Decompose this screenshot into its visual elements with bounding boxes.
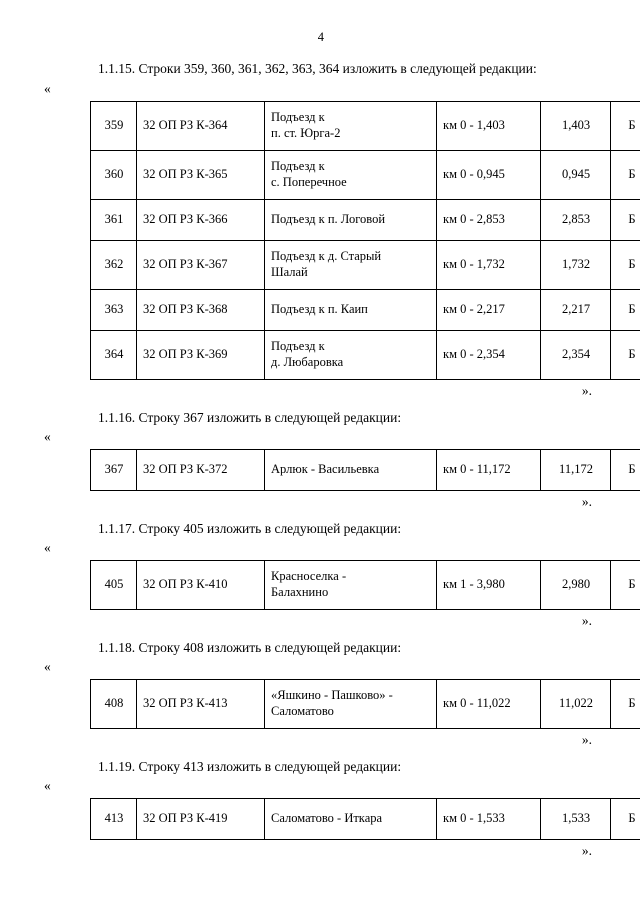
- cell-name-line1: Подъезд к д. Старый: [271, 249, 382, 264]
- cell-code: 32 ОП РЗ К-365: [137, 150, 265, 199]
- cell-name: [265, 240, 437, 289]
- cell-number: 363: [91, 289, 137, 330]
- cell-category: Б: [611, 560, 640, 609]
- cell-code: 32 ОП РЗ К-369: [137, 330, 265, 379]
- cell-category: Б: [611, 330, 640, 379]
- cell-km: км 0 - 0,945: [437, 150, 541, 199]
- section-heading-5: [42, 758, 600, 777]
- cell-category: Б: [611, 199, 640, 240]
- cell-km: км 0 - 1,403: [437, 101, 541, 150]
- cell-km: км 0 - 1,732: [437, 240, 541, 289]
- section-heading-1-text: 1.1.15. Строки 359, 360, 361, 362, 363, 364 изложить в следующей редакции:: [98, 61, 537, 76]
- section-heading-4-text: 1.1.18. Строку 408 изложить в следующей редакции:: [98, 640, 402, 656]
- table-row: [91, 199, 640, 240]
- cell-km: км 0 - 2,354: [437, 330, 541, 379]
- cell-number: 413: [91, 798, 137, 839]
- cell-length: 0,945: [541, 150, 611, 199]
- cell-km: км 0 - 2,853: [437, 199, 541, 240]
- cell-category: Б: [611, 449, 640, 490]
- cell-name-line1: Подъезд к: [271, 339, 325, 354]
- cell-name-line1: Подъезд к: [271, 159, 325, 174]
- cell-length: 1,732: [541, 240, 611, 289]
- cell-name-line1: «Яшкино - Пашково» -: [271, 688, 393, 703]
- cell-name-line1: Подъезд к: [271, 110, 325, 125]
- cell-km: км 1 - 3,980: [437, 560, 541, 609]
- cell-name: [265, 679, 437, 728]
- cell-number: 361: [91, 199, 137, 240]
- cell-category: Б: [611, 798, 640, 839]
- section-heading-2: [42, 409, 600, 428]
- cell-name: [265, 560, 437, 609]
- cell-name-line2: п. ст. Юрга-2: [271, 125, 341, 140]
- cell-length: 2,980: [541, 560, 611, 609]
- cell-km: км 0 - 11,172: [437, 449, 541, 490]
- cell-code: 32 ОП РЗ К-413: [137, 679, 265, 728]
- table-row: [91, 330, 640, 379]
- cell-length: 11,172: [541, 449, 611, 490]
- cell-name: Саломатово - Иткара: [265, 798, 437, 839]
- quote-open-5: «: [44, 778, 51, 794]
- table-row: [91, 240, 640, 289]
- quote-open-1: «: [44, 81, 51, 97]
- table-row: [91, 679, 640, 728]
- cell-name: Подъезд к п. Логовой: [265, 199, 437, 240]
- table-row: [91, 560, 640, 609]
- cell-name: [265, 150, 437, 199]
- cell-name-line2: Саломатово: [271, 703, 334, 718]
- table-row: [91, 101, 640, 150]
- cell-code: 32 ОП РЗ К-368: [137, 289, 265, 330]
- cell-length: 1,533: [541, 798, 611, 839]
- cell-length: 2,354: [541, 330, 611, 379]
- page-number: 4: [317, 30, 325, 44]
- cell-code: 32 ОП РЗ К-367: [137, 240, 265, 289]
- quote-open-2: «: [44, 429, 51, 445]
- cell-length: 1,403: [541, 101, 611, 150]
- quote-close-1: ».: [581, 382, 592, 398]
- quote-close-2: ».: [581, 493, 592, 509]
- quote-open-4: «: [44, 659, 51, 675]
- cell-km: км 0 - 11,022: [437, 679, 541, 728]
- section-heading-2-text: 1.1.16. Строку 367 изложить в следующей редакции:: [98, 410, 402, 426]
- cell-name: Арлюк - Васильевка: [265, 449, 437, 490]
- cell-code: 32 ОП РЗ К-366: [137, 199, 265, 240]
- table-row: [91, 150, 640, 199]
- cell-name-line2: Балахнино: [271, 584, 329, 599]
- cell-number: 408: [91, 679, 137, 728]
- cell-number: 359: [91, 101, 137, 150]
- cell-name: Подъезд к п. Каип: [265, 289, 437, 330]
- table-row: [91, 289, 640, 330]
- cell-category: Б: [611, 101, 640, 150]
- cell-name-line2: д. Любаровка: [271, 354, 344, 369]
- cell-length: 2,217: [541, 289, 611, 330]
- section-heading-4: [42, 639, 600, 658]
- roads-table-4: [90, 679, 640, 729]
- cell-number: 367: [91, 449, 137, 490]
- quote-close-4: ».: [581, 731, 592, 747]
- section-heading-3-text: 1.1.17. Строку 405 изложить в следующей редакции:: [98, 521, 402, 537]
- cell-number: 362: [91, 240, 137, 289]
- quote-close-3: ».: [581, 612, 592, 628]
- quote-close-5: ».: [581, 842, 592, 858]
- table-row: [91, 449, 640, 490]
- cell-name: [265, 330, 437, 379]
- cell-code: 32 ОП РЗ К-419: [137, 798, 265, 839]
- cell-name-line2: Шалай: [271, 264, 308, 279]
- cell-name-line1: Красноселка -: [271, 569, 347, 584]
- cell-category: Б: [611, 289, 640, 330]
- cell-code: 32 ОП РЗ К-410: [137, 560, 265, 609]
- table-row: [91, 798, 640, 839]
- roads-table-2: [90, 449, 640, 491]
- cell-name: [265, 101, 437, 150]
- cell-category: Б: [611, 150, 640, 199]
- cell-name-line2: с. Поперечное: [271, 174, 347, 189]
- roads-table-3: [90, 560, 640, 610]
- cell-number: 360: [91, 150, 137, 199]
- section-heading-3: [42, 520, 600, 539]
- section-heading-1: [42, 59, 600, 78]
- cell-code: 32 ОП РЗ К-372: [137, 449, 265, 490]
- cell-category: Б: [611, 679, 640, 728]
- cell-number: 405: [91, 560, 137, 609]
- quote-open-3: «: [44, 540, 51, 556]
- cell-code: 32 ОП РЗ К-364: [137, 101, 265, 150]
- cell-km: км 0 - 1,533: [437, 798, 541, 839]
- cell-length: 11,022: [541, 679, 611, 728]
- roads-table-1: [90, 101, 640, 380]
- cell-category: Б: [611, 240, 640, 289]
- cell-km: км 0 - 2,217: [437, 289, 541, 330]
- cell-number: 364: [91, 330, 137, 379]
- cell-length: 2,853: [541, 199, 611, 240]
- roads-table-5: [90, 798, 640, 840]
- section-heading-5-text: 1.1.19. Строку 413 изложить в следующей редакции:: [98, 759, 402, 775]
